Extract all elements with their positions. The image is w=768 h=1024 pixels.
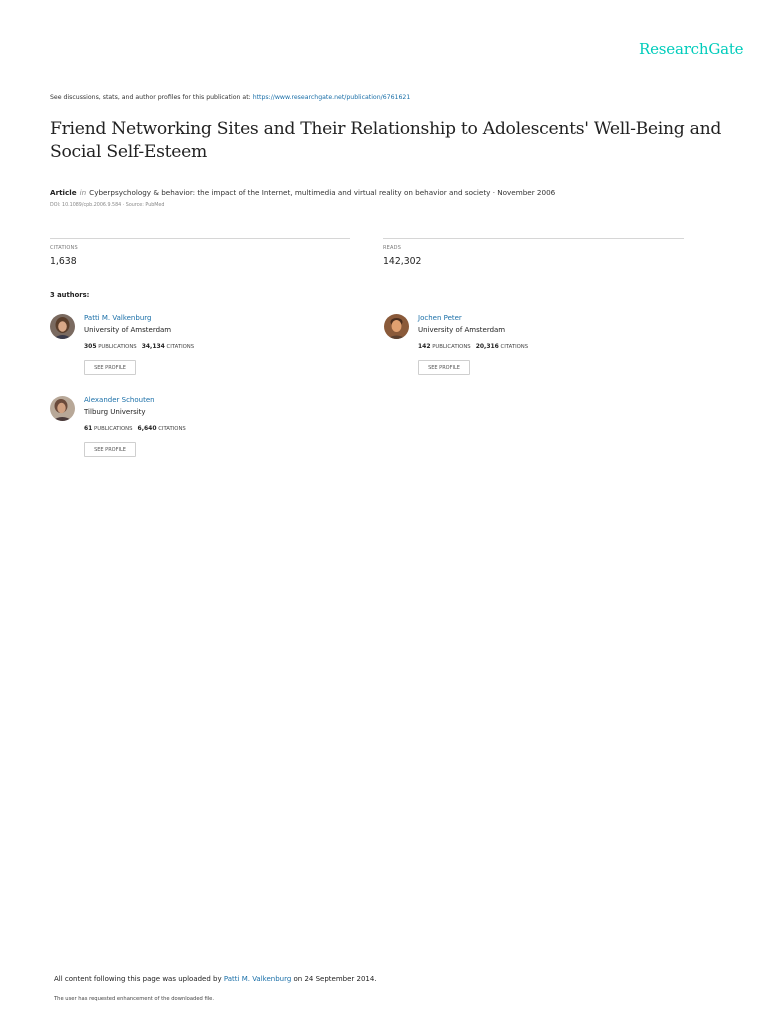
enhancement-note: The user has requested enhancement of the downloaded file.	[54, 996, 215, 1002]
upload-prefix: All content following this page was uploaded by	[54, 975, 224, 983]
citations-count: 20,316	[475, 343, 499, 350]
authors-heading: 3 authors:	[50, 291, 90, 299]
uploader-link[interactable]: Patti M. Valkenburg	[223, 975, 292, 983]
article-type: Article	[50, 188, 77, 197]
doi-line: DOI: 10.1089/cpb.2006.9.584 · Source: PubMed	[50, 203, 165, 208]
see-profile-button[interactable]: SEE PROFILE	[84, 360, 136, 375]
discussion-prefix: See discussions, stats, and author profiles for this publication at:	[50, 94, 253, 101]
publications-label: PUBLICATIONS	[94, 426, 133, 432]
researchgate-logo[interactable]: ResearchGate	[639, 40, 744, 58]
article-meta	[50, 188, 555, 197]
publication-link[interactable]: https://www.researchgate.net/publication/6761621	[252, 94, 411, 101]
author-card	[50, 314, 350, 384]
reads-divider	[383, 238, 684, 239]
author-stats	[418, 343, 528, 350]
see-profile-button[interactable]: SEE PROFILE	[418, 360, 470, 375]
reads-label: READS	[383, 245, 402, 251]
author-avatar[interactable]	[50, 396, 75, 421]
author-card	[384, 314, 684, 384]
author-name[interactable]: Alexander Schouten	[84, 396, 155, 404]
author-stats	[84, 343, 194, 350]
article-title: Friend Networking Sites and Their Relationship to Adolescents' Well-Being and Social Self-Esteem	[50, 119, 722, 162]
citations-label: CITATIONS	[50, 245, 78, 251]
author-avatar[interactable]	[384, 314, 409, 339]
citations-label: CITATIONS	[166, 344, 195, 350]
publications-count: 142	[418, 343, 431, 350]
citations-label: CITATIONS	[500, 344, 529, 350]
citations-count: 34,134	[141, 343, 165, 350]
citations-label: CITATIONS	[158, 426, 186, 432]
author-institution: Tilburg University	[84, 408, 146, 416]
author-institution: University of Amsterdam	[84, 326, 172, 334]
author-institution: University of Amsterdam	[418, 326, 506, 334]
publications-label: PUBLICATIONS	[432, 344, 471, 350]
upload-note	[54, 975, 377, 983]
publications-label: PUBLICATIONS	[98, 344, 137, 350]
citations-count: 6,640	[137, 425, 157, 432]
author-name[interactable]: Jochen Peter	[418, 314, 462, 322]
publications-count: 61	[84, 425, 93, 432]
author-stats	[84, 425, 186, 432]
see-profile-button[interactable]: SEE PROFILE	[84, 442, 136, 457]
reads-value: 142,302	[383, 256, 422, 267]
upload-suffix: on 24 September 2014.	[291, 975, 377, 983]
citations-divider	[50, 238, 350, 239]
citations-value: 1,638	[50, 256, 77, 267]
journal-and-date[interactable]: Cyberpsychology & behavior: the impact of the Internet, multimedia and virtual reality on behavior and society · November 2006	[89, 188, 556, 197]
author-avatar[interactable]	[50, 314, 75, 339]
publications-count: 305	[84, 343, 97, 350]
in-label: in	[79, 188, 87, 197]
author-card	[50, 396, 350, 466]
author-name[interactable]: Patti M. Valkenburg	[84, 314, 152, 322]
discussion-line	[50, 94, 410, 101]
